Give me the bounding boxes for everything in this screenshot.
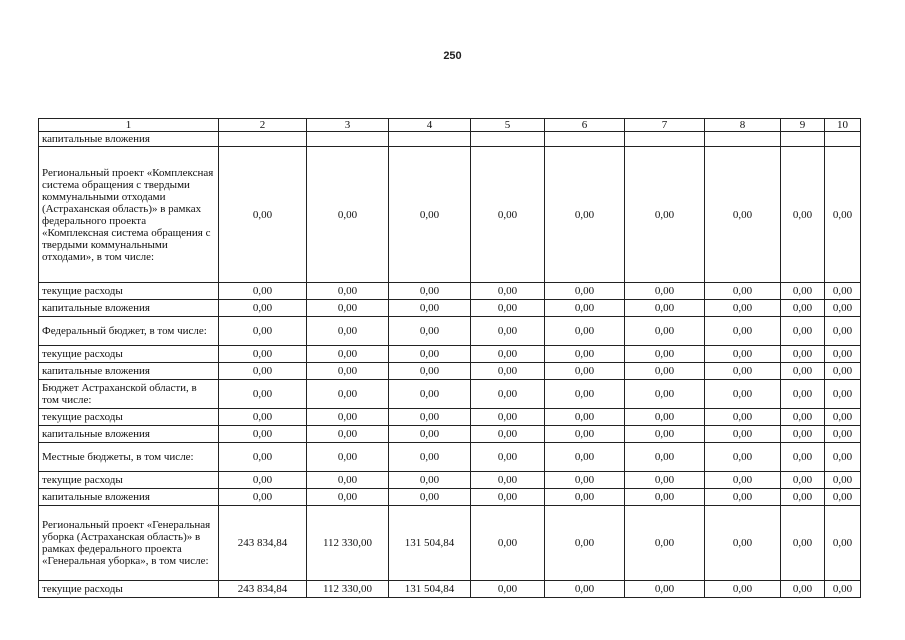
table-row [39,132,861,147]
row-label: текущие расходы [39,472,219,489]
cell-value: 0,00 [389,346,471,363]
cell-value [625,132,705,147]
cell-value: 0,00 [471,363,545,380]
cell-value: 0,00 [545,346,625,363]
table-header-row [39,119,861,132]
cell-value: 0,00 [825,506,861,581]
cell-value: 0,00 [219,409,307,426]
cell-value: 0,00 [705,346,781,363]
cell-value: 0,00 [625,346,705,363]
cell-value: 0,00 [825,581,861,598]
table-row [39,506,861,581]
cell-value [219,132,307,147]
cell-value: 0,00 [471,443,545,472]
column-header: 10 [825,119,861,132]
table-row [39,283,861,300]
cell-value: 0,00 [825,147,861,283]
cell-value: 0,00 [471,346,545,363]
cell-value: 0,00 [625,472,705,489]
row-label: капитальные вложения [39,426,219,443]
cell-value: 0,00 [389,380,471,409]
cell-value: 0,00 [705,317,781,346]
row-label: текущие расходы [39,581,219,598]
table-row [39,346,861,363]
cell-value [781,132,825,147]
cell-value: 0,00 [471,317,545,346]
cell-value: 243 834,84 [219,581,307,598]
cell-value: 0,00 [219,300,307,317]
cell-value [545,132,625,147]
cell-value: 0,00 [705,300,781,317]
cell-value: 0,00 [471,581,545,598]
cell-value: 0,00 [389,300,471,317]
cell-value: 0,00 [545,581,625,598]
cell-value: 0,00 [471,283,545,300]
cell-value: 131 504,84 [389,581,471,598]
cell-value: 0,00 [545,506,625,581]
cell-value: 0,00 [307,300,389,317]
cell-value: 243 834,84 [219,506,307,581]
cell-value: 0,00 [705,409,781,426]
cell-value: 0,00 [545,283,625,300]
cell-value: 0,00 [389,489,471,506]
cell-value: 0,00 [705,283,781,300]
cell-value: 0,00 [545,317,625,346]
cell-value: 0,00 [705,443,781,472]
cell-value: 0,00 [389,283,471,300]
cell-value: 0,00 [545,363,625,380]
cell-value: 0,00 [825,317,861,346]
cell-value: 0,00 [307,283,389,300]
cell-value: 0,00 [545,380,625,409]
cell-value: 0,00 [705,489,781,506]
cell-value: 0,00 [219,283,307,300]
cell-value: 0,00 [625,283,705,300]
row-label: текущие расходы [39,409,219,426]
cell-value: 0,00 [307,426,389,443]
table-row [39,581,861,598]
row-label: капитальные вложения [39,300,219,317]
cell-value: 0,00 [389,409,471,426]
cell-value: 0,00 [781,317,825,346]
cell-value: 0,00 [781,472,825,489]
cell-value: 0,00 [781,409,825,426]
cell-value: 0,00 [625,409,705,426]
column-header: 7 [625,119,705,132]
cell-value: 0,00 [625,317,705,346]
cell-value [389,132,471,147]
cell-value: 0,00 [825,489,861,506]
cell-value: 0,00 [781,363,825,380]
cell-value [825,132,861,147]
cell-value: 0,00 [389,426,471,443]
cell-value: 0,00 [781,443,825,472]
cell-value: 0,00 [471,409,545,426]
column-header: 9 [781,119,825,132]
cell-value: 0,00 [471,380,545,409]
row-label: капитальные вложения [39,489,219,506]
cell-value: 0,00 [389,443,471,472]
cell-value: 0,00 [825,346,861,363]
table-row [39,380,861,409]
column-header: 4 [389,119,471,132]
cell-value: 0,00 [307,380,389,409]
cell-value: 0,00 [781,283,825,300]
cell-value: 0,00 [307,489,389,506]
row-label: текущие расходы [39,283,219,300]
cell-value: 0,00 [545,489,625,506]
cell-value: 0,00 [545,300,625,317]
cell-value: 0,00 [307,346,389,363]
cell-value: 0,00 [389,317,471,346]
cell-value: 0,00 [625,489,705,506]
table-row [39,426,861,443]
table-row [39,443,861,472]
cell-value: 131 504,84 [389,506,471,581]
cell-value: 112 330,00 [307,506,389,581]
table-row [39,317,861,346]
cell-value: 0,00 [781,489,825,506]
cell-value: 0,00 [389,147,471,283]
cell-value: 0,00 [219,346,307,363]
row-label: капитальные вложения [39,363,219,380]
cell-value: 0,00 [625,506,705,581]
cell-value: 0,00 [471,472,545,489]
table-row [39,300,861,317]
cell-value: 0,00 [219,147,307,283]
cell-value: 0,00 [705,147,781,283]
cell-value: 0,00 [307,363,389,380]
cell-value: 112 330,00 [307,581,389,598]
row-label: Региональный проект «Комплексная система обращения с твердыми коммунальными отходами (Астраханская область)» в рамках федерального проекта «Комплексная система обращения с твердыми коммунальными отходами», в том числе: [39,147,219,283]
cell-value: 0,00 [307,317,389,346]
cell-value: 0,00 [307,472,389,489]
cell-value: 0,00 [825,443,861,472]
column-header: 5 [471,119,545,132]
column-header: 6 [545,119,625,132]
cell-value: 0,00 [825,283,861,300]
cell-value: 0,00 [219,317,307,346]
cell-value: 0,00 [781,581,825,598]
table-row [39,409,861,426]
cell-value: 0,00 [307,443,389,472]
cell-value: 0,00 [825,380,861,409]
cell-value: 0,00 [389,472,471,489]
row-label: Местные бюджеты, в том числе: [39,443,219,472]
cell-value: 0,00 [705,426,781,443]
column-header: 3 [307,119,389,132]
cell-value: 0,00 [781,426,825,443]
cell-value: 0,00 [625,581,705,598]
cell-value: 0,00 [471,489,545,506]
cell-value: 0,00 [219,363,307,380]
cell-value: 0,00 [625,147,705,283]
cell-value [307,132,389,147]
cell-value: 0,00 [545,426,625,443]
cell-value: 0,00 [705,380,781,409]
page-number: 250 [443,50,462,62]
cell-value: 0,00 [219,472,307,489]
cell-value: 0,00 [307,409,389,426]
cell-value: 0,00 [471,506,545,581]
cell-value: 0,00 [825,363,861,380]
column-header: 8 [705,119,781,132]
row-label: Бюджет Астраханской области, в том числе: [39,380,219,409]
cell-value [471,132,545,147]
column-header: 1 [39,119,219,132]
column-header: 2 [219,119,307,132]
cell-value: 0,00 [625,363,705,380]
cell-value: 0,00 [825,300,861,317]
cell-value: 0,00 [389,363,471,380]
cell-value: 0,00 [705,506,781,581]
table-row [39,489,861,506]
table-row [39,472,861,489]
cell-value: 0,00 [545,443,625,472]
cell-value: 0,00 [471,300,545,317]
cell-value: 0,00 [625,380,705,409]
cell-value: 0,00 [545,409,625,426]
cell-value: 0,00 [307,147,389,283]
cell-value: 0,00 [471,147,545,283]
cell-value: 0,00 [545,472,625,489]
cell-value: 0,00 [471,426,545,443]
table-row [39,147,861,283]
cell-value: 0,00 [781,506,825,581]
cell-value: 0,00 [219,489,307,506]
cell-value: 0,00 [219,426,307,443]
cell-value: 0,00 [781,380,825,409]
table-row [39,363,861,380]
cell-value: 0,00 [705,581,781,598]
row-label: Федеральный бюджет, в том числе: [39,317,219,346]
row-label: Региональный проект «Генеральная уборка (Астраханская область)» в рамках федерального проекта «Генеральная уборка», в том числе: [39,506,219,581]
cell-value: 0,00 [625,300,705,317]
cell-value: 0,00 [705,363,781,380]
cell-value: 0,00 [219,380,307,409]
cell-value [705,132,781,147]
cell-value: 0,00 [825,426,861,443]
row-label: текущие расходы [39,346,219,363]
cell-value: 0,00 [219,443,307,472]
cell-value: 0,00 [825,409,861,426]
cell-value: 0,00 [781,147,825,283]
cell-value: 0,00 [781,300,825,317]
cell-value: 0,00 [625,426,705,443]
budget-table [38,118,861,598]
cell-value: 0,00 [825,472,861,489]
row-label: капитальные вложения [39,132,219,147]
cell-value: 0,00 [781,346,825,363]
cell-value: 0,00 [705,472,781,489]
cell-value: 0,00 [625,443,705,472]
cell-value: 0,00 [545,147,625,283]
